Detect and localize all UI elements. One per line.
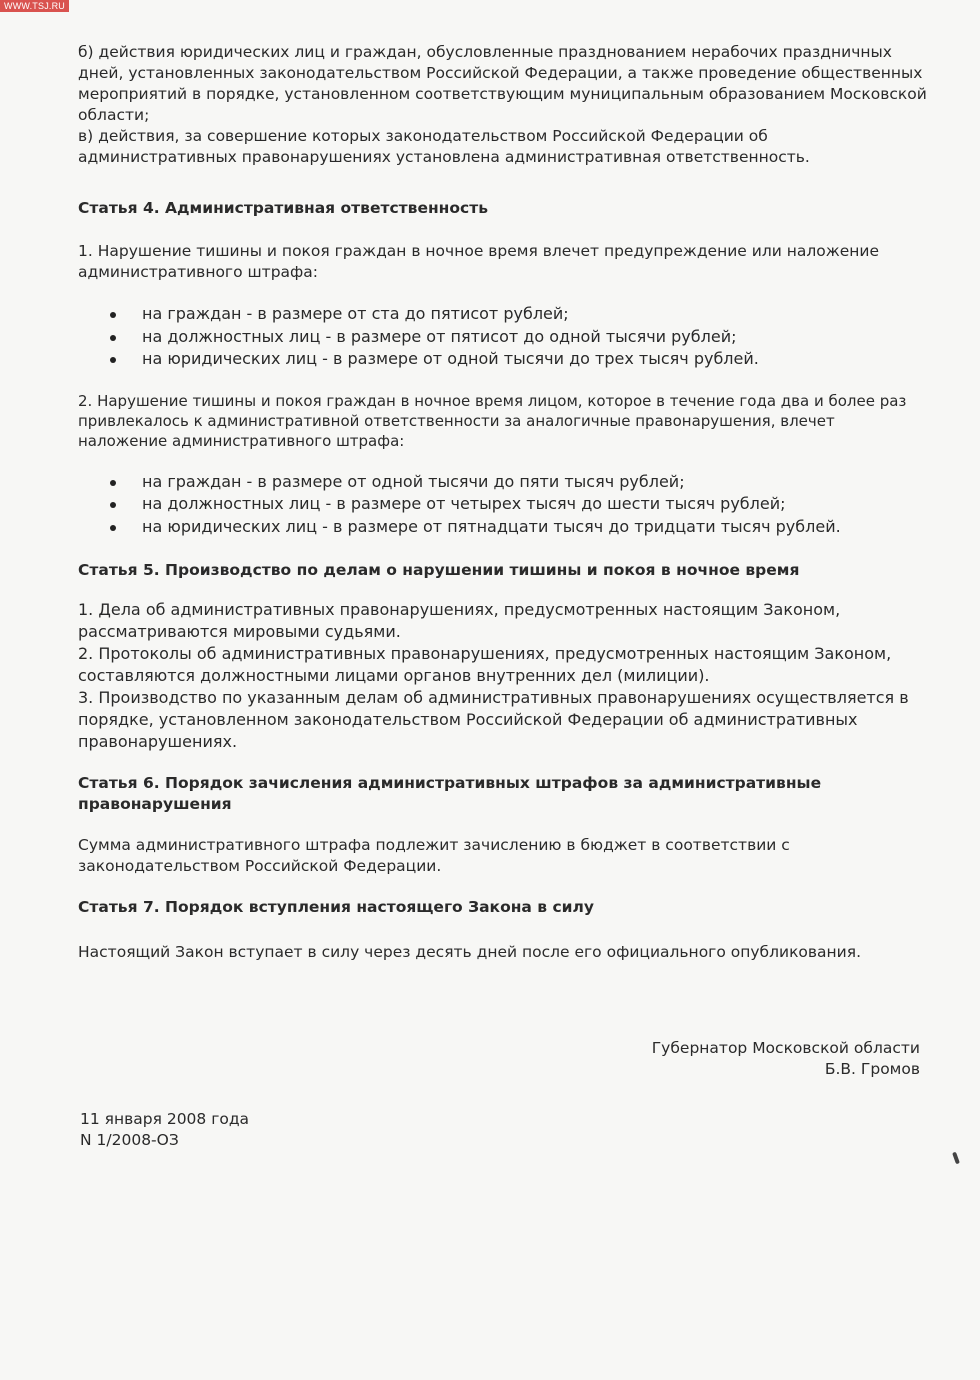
list-item: на должностных лиц - в размере от пятисот до одной тысячи рублей; xyxy=(78,326,928,349)
scan-mark xyxy=(952,1152,960,1165)
article-7-title: Статья 7. Порядок вступления настоящего Закона в силу xyxy=(78,898,594,916)
article-4-paragraph-1: 1. Нарушение тишины и покоя граждан в ночное время влечет предупреждение или наложение административного штрафа: xyxy=(78,242,880,281)
signature-role: Губернатор Московской области xyxy=(651,1039,920,1057)
document-number: N 1/2008-ОЗ xyxy=(80,1131,179,1149)
article-5-item-1: 1. Дела об административных правонарушениях, предусмотренных настоящим Законом, рассматриваются мировыми судьями. xyxy=(78,600,841,641)
article-4-list-1 xyxy=(78,303,928,371)
document-date: 11 января 2008 года xyxy=(80,1110,250,1128)
list-item: на граждан - в размере от одной тысячи до пяти тысяч рублей; xyxy=(78,471,928,494)
list-item: на юридических лиц - в размере от пятнадцати тысяч до тридцати тысяч рублей. xyxy=(78,516,928,539)
clause-v: в) действия, за совершение которых законодательством Российской Федерации об административных правонарушениях установлена административная ответственность. xyxy=(78,127,810,166)
watermark: WWW.TSJ.RU xyxy=(0,0,69,12)
article-5-items xyxy=(78,599,928,753)
signature-block xyxy=(652,1038,920,1080)
signature-name: Б.В. Громов xyxy=(824,1060,920,1078)
article-4-paragraph-2: 2. Нарушение тишины и покоя граждан в ночное время лицом, которое в течение года два и более раз привлекалось к административной ответственности за аналогичные правонарушения, влечет наложение административного штрафа: xyxy=(78,391,907,450)
article-7-text: Настоящий Закон вступает в силу через десять дней после его официального опубликования. xyxy=(78,943,861,961)
document-footer xyxy=(80,1109,249,1151)
document-body xyxy=(78,42,928,963)
article-5-item-3: 3. Производство по указанным делам об административных правонарушениях осуществляется в порядке, установленном законодательством Российской Федерации об административных правонарушениях. xyxy=(78,688,909,751)
list-item: на граждан - в размере от ста до пятисот рублей; xyxy=(78,303,928,326)
list-item: на юридических лиц - в размере от одной тысячи до трех тысяч рублей. xyxy=(78,348,928,371)
article-5-item-2: 2. Протоколы об административных правонарушениях, предусмотренных настоящим Законом, составляются должностными лицами органов внутренних дел (милиции). xyxy=(78,644,892,685)
clause-b: б) действия юридических лиц и граждан, обусловленные празднованием нерабочих праздничных дней, установленных законодательством Российской Федерации, а также проведение общественных мероприятий в порядке, установленном соответствующим муниципальным образованием Московской области; xyxy=(78,43,927,124)
article-6-title: Статья 6. Порядок зачисления административных штрафов за административные правонарушения xyxy=(78,774,822,813)
article-5-title: Статья 5. Производство по делам о нарушении тишины и покоя в ночное время xyxy=(78,561,800,579)
list-item: на должностных лиц - в размере от четырех тысяч до шести тысяч рублей; xyxy=(78,493,928,516)
article-4-list-2 xyxy=(78,471,928,539)
article-4-title: Статья 4. Административная ответственность xyxy=(78,199,489,217)
article-6-text: Сумма административного штрафа подлежит зачислению в бюджет в соответствии с законодательством Российской Федерации. xyxy=(78,836,790,875)
